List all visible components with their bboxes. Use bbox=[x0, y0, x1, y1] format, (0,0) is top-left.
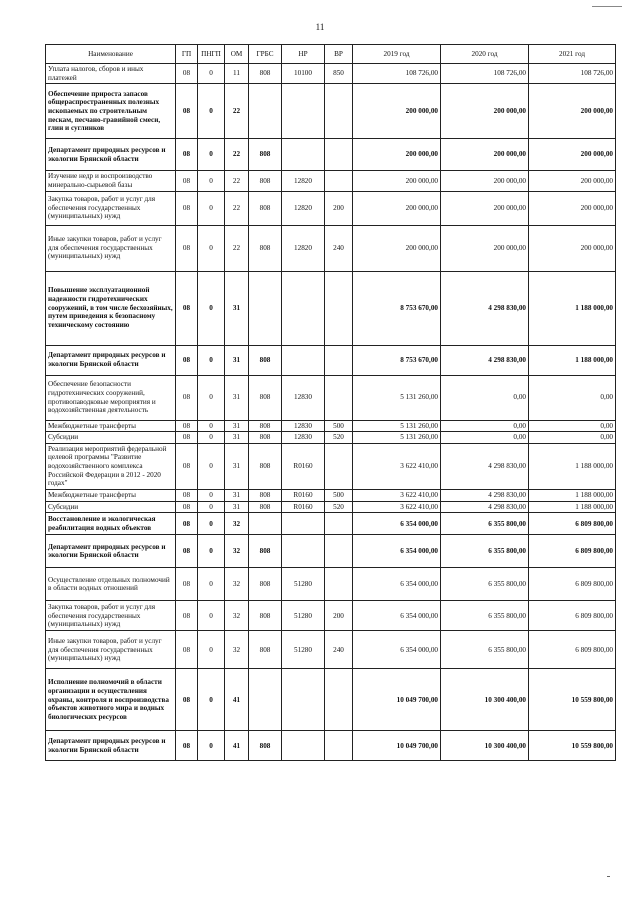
table-header-row bbox=[46, 45, 616, 64]
cell-gp: 08 bbox=[176, 631, 198, 669]
cell-y2021: 1 188 000,00 bbox=[529, 490, 616, 502]
cell-y2019: 5 131 260,00 bbox=[353, 420, 441, 432]
cell-om: 32 bbox=[225, 601, 249, 631]
cell-y2019: 3 622 410,00 bbox=[353, 443, 441, 489]
cell-vr bbox=[325, 513, 353, 535]
cell-y2020: 200 000,00 bbox=[441, 171, 529, 191]
cell-y2019: 6 354 000,00 bbox=[353, 535, 441, 568]
cell-nr: 12820 bbox=[282, 171, 325, 191]
cell-name: Департамент природных ресурсов и экологии Брянской области bbox=[46, 535, 176, 568]
cell-grbs: 808 bbox=[249, 64, 282, 84]
table-row bbox=[46, 631, 616, 669]
cell-pngp: 0 bbox=[198, 568, 225, 601]
table-row bbox=[46, 443, 616, 489]
cell-y2021: 108 726,00 bbox=[529, 64, 616, 84]
table-row bbox=[46, 345, 616, 375]
cell-om: 22 bbox=[225, 191, 249, 225]
cell-y2020: 6 355 800,00 bbox=[441, 568, 529, 601]
cell-nr bbox=[282, 669, 325, 731]
cell-nr: 51280 bbox=[282, 631, 325, 669]
cell-vr bbox=[325, 731, 353, 761]
cell-name: Иные закупки товаров, работ и услуг для обеспечения государственных (муниципальных) нужд bbox=[46, 225, 176, 271]
cell-y2020: 200 000,00 bbox=[441, 84, 529, 139]
table-row bbox=[46, 191, 616, 225]
table-row bbox=[46, 669, 616, 731]
header-nr: НР bbox=[282, 45, 325, 64]
cell-y2020: 6 355 800,00 bbox=[441, 631, 529, 669]
cell-y2019: 8 753 670,00 bbox=[353, 271, 441, 345]
cell-nr bbox=[282, 139, 325, 171]
cell-nr bbox=[282, 731, 325, 761]
cell-y2019: 6 354 000,00 bbox=[353, 513, 441, 535]
table-row bbox=[46, 731, 616, 761]
cell-name: Реализация мероприятий федеральной целевой программы "Развитие водохозяйственного комплекса Российской Федерации в 2012 - 2020 годах" bbox=[46, 443, 176, 489]
cell-om: 31 bbox=[225, 443, 249, 489]
cell-y2020: 6 355 800,00 bbox=[441, 513, 529, 535]
cell-y2019: 3 622 410,00 bbox=[353, 490, 441, 502]
cell-y2021: 6 809 800,00 bbox=[529, 601, 616, 631]
cell-vr: 240 bbox=[325, 631, 353, 669]
cell-pngp: 0 bbox=[198, 432, 225, 444]
cell-pngp: 0 bbox=[198, 669, 225, 731]
cell-y2020: 4 298 830,00 bbox=[441, 490, 529, 502]
cell-pngp: 0 bbox=[198, 271, 225, 345]
header-gp: ГП bbox=[176, 45, 198, 64]
cell-om: 32 bbox=[225, 513, 249, 535]
cell-grbs: 808 bbox=[249, 191, 282, 225]
cell-y2019: 10 049 700,00 bbox=[353, 731, 441, 761]
cell-vr bbox=[325, 345, 353, 375]
cell-gp: 08 bbox=[176, 64, 198, 84]
cell-om: 32 bbox=[225, 568, 249, 601]
cell-y2019: 200 000,00 bbox=[353, 225, 441, 271]
cell-y2019: 6 354 000,00 bbox=[353, 601, 441, 631]
cell-vr: 200 bbox=[325, 191, 353, 225]
cell-name: Межбюджетные трансферты bbox=[46, 420, 176, 432]
cell-grbs bbox=[249, 84, 282, 139]
cell-pngp: 0 bbox=[198, 490, 225, 502]
cell-grbs bbox=[249, 513, 282, 535]
cell-y2021: 10 559 800,00 bbox=[529, 731, 616, 761]
cell-vr bbox=[325, 568, 353, 601]
cell-grbs: 808 bbox=[249, 443, 282, 489]
scan-speck bbox=[607, 876, 610, 877]
header-grbs: ГРБС bbox=[249, 45, 282, 64]
cell-y2021: 6 809 800,00 bbox=[529, 535, 616, 568]
cell-y2019: 200 000,00 bbox=[353, 84, 441, 139]
cell-y2021: 200 000,00 bbox=[529, 84, 616, 139]
table-row bbox=[46, 171, 616, 191]
cell-grbs bbox=[249, 271, 282, 345]
cell-grbs: 808 bbox=[249, 731, 282, 761]
cell-nr: 51280 bbox=[282, 568, 325, 601]
cell-pngp: 0 bbox=[198, 84, 225, 139]
cell-name: Закупка товаров, работ и услуг для обеспечения государственных (муниципальных) нужд bbox=[46, 601, 176, 631]
cell-pngp: 0 bbox=[198, 191, 225, 225]
cell-grbs: 808 bbox=[249, 139, 282, 171]
cell-grbs bbox=[249, 669, 282, 731]
cell-y2019: 6 354 000,00 bbox=[353, 568, 441, 601]
cell-om: 31 bbox=[225, 501, 249, 513]
cell-y2020: 4 298 830,00 bbox=[441, 345, 529, 375]
table-row bbox=[46, 501, 616, 513]
table-row bbox=[46, 432, 616, 444]
cell-pngp: 0 bbox=[198, 601, 225, 631]
cell-gp: 08 bbox=[176, 490, 198, 502]
cell-name: Исполнение полномочий в области организации и осуществления охраны, контроля и воспроизводства объектов животного мира и водных биологических ресурсов bbox=[46, 669, 176, 731]
cell-name: Департамент природных ресурсов и экологии Брянской области bbox=[46, 345, 176, 375]
cell-y2020: 0,00 bbox=[441, 432, 529, 444]
cell-pngp: 0 bbox=[198, 535, 225, 568]
cell-grbs: 808 bbox=[249, 535, 282, 568]
cell-grbs: 808 bbox=[249, 568, 282, 601]
cell-y2021: 1 188 000,00 bbox=[529, 501, 616, 513]
cell-vr bbox=[325, 535, 353, 568]
cell-grbs: 808 bbox=[249, 601, 282, 631]
cell-vr bbox=[325, 139, 353, 171]
cell-om: 32 bbox=[225, 631, 249, 669]
cell-y2020: 4 298 830,00 bbox=[441, 443, 529, 489]
table-row bbox=[46, 420, 616, 432]
cell-y2021: 200 000,00 bbox=[529, 191, 616, 225]
table-row bbox=[46, 490, 616, 502]
cell-y2019: 5 131 260,00 bbox=[353, 432, 441, 444]
cell-y2020: 0,00 bbox=[441, 375, 529, 420]
cell-gp: 08 bbox=[176, 568, 198, 601]
cell-name: Восстановление и экологическая реабилитация водных объектов bbox=[46, 513, 176, 535]
cell-nr bbox=[282, 345, 325, 375]
cell-name: Субсидии bbox=[46, 432, 176, 444]
cell-vr: 500 bbox=[325, 420, 353, 432]
cell-gp: 08 bbox=[176, 171, 198, 191]
cell-name: Департамент природных ресурсов и экологии Брянской области bbox=[46, 139, 176, 171]
cell-vr: 500 bbox=[325, 490, 353, 502]
table-row bbox=[46, 271, 616, 345]
budget-table bbox=[45, 44, 616, 761]
cell-pngp: 0 bbox=[198, 225, 225, 271]
cell-pngp: 0 bbox=[198, 171, 225, 191]
cell-vr: 200 bbox=[325, 601, 353, 631]
cell-name: Субсидии bbox=[46, 501, 176, 513]
cell-y2020: 4 298 830,00 bbox=[441, 271, 529, 345]
cell-y2020: 6 355 800,00 bbox=[441, 535, 529, 568]
cell-y2021: 200 000,00 bbox=[529, 225, 616, 271]
cell-om: 41 bbox=[225, 669, 249, 731]
cell-gp: 08 bbox=[176, 443, 198, 489]
cell-y2020: 6 355 800,00 bbox=[441, 601, 529, 631]
cell-pngp: 0 bbox=[198, 501, 225, 513]
cell-name: Изучение недр и воспроизводство минерально-сырьевой базы bbox=[46, 171, 176, 191]
cell-vr bbox=[325, 171, 353, 191]
page-number: 11 bbox=[315, 22, 325, 32]
cell-gp: 08 bbox=[176, 432, 198, 444]
cell-pngp: 0 bbox=[198, 64, 225, 84]
cell-name: Департамент природных ресурсов и экологии Брянской области bbox=[46, 731, 176, 761]
cell-vr: 520 bbox=[325, 432, 353, 444]
cell-grbs: 808 bbox=[249, 171, 282, 191]
cell-vr: 240 bbox=[325, 225, 353, 271]
cell-om: 31 bbox=[225, 271, 249, 345]
cell-y2020: 200 000,00 bbox=[441, 139, 529, 171]
cell-name: Межбюджетные трансферты bbox=[46, 490, 176, 502]
cell-y2019: 200 000,00 bbox=[353, 191, 441, 225]
table-row bbox=[46, 225, 616, 271]
table-row bbox=[46, 601, 616, 631]
cell-name: Уплата налогов, сборов и иных платежей bbox=[46, 64, 176, 84]
cell-y2021: 6 809 800,00 bbox=[529, 631, 616, 669]
cell-gp: 08 bbox=[176, 535, 198, 568]
cell-gp: 08 bbox=[176, 601, 198, 631]
cell-grbs: 808 bbox=[249, 375, 282, 420]
cell-y2021: 1 188 000,00 bbox=[529, 443, 616, 489]
cell-om: 31 bbox=[225, 420, 249, 432]
cell-gp: 08 bbox=[176, 139, 198, 171]
cell-y2019: 3 622 410,00 bbox=[353, 501, 441, 513]
cell-pngp: 0 bbox=[198, 513, 225, 535]
cell-gp: 08 bbox=[176, 501, 198, 513]
cell-y2020: 200 000,00 bbox=[441, 191, 529, 225]
table-row bbox=[46, 64, 616, 84]
table-row bbox=[46, 84, 616, 139]
cell-vr bbox=[325, 669, 353, 731]
cell-grbs: 808 bbox=[249, 432, 282, 444]
cell-om: 31 bbox=[225, 432, 249, 444]
table-row bbox=[46, 513, 616, 535]
header-pngp: ПНГП bbox=[198, 45, 225, 64]
cell-nr: 12830 bbox=[282, 375, 325, 420]
header-om: ОМ bbox=[225, 45, 249, 64]
cell-pngp: 0 bbox=[198, 731, 225, 761]
cell-om: 31 bbox=[225, 345, 249, 375]
header-2021: 2021 год bbox=[529, 45, 616, 64]
cell-gp: 08 bbox=[176, 669, 198, 731]
header-2019: 2019 год bbox=[353, 45, 441, 64]
cell-nr: 10100 bbox=[282, 64, 325, 84]
cell-y2020: 0,00 bbox=[441, 420, 529, 432]
cell-nr: 12830 bbox=[282, 432, 325, 444]
cell-name: Повышение эксплуатационной надежности гидротехнических сооружений, в том числе бесхозяйных, путем приведения к безопасному техническому состоянию bbox=[46, 271, 176, 345]
table-row bbox=[46, 375, 616, 420]
cell-nr: 51280 bbox=[282, 601, 325, 631]
cell-y2021: 6 809 800,00 bbox=[529, 513, 616, 535]
cell-gp: 08 bbox=[176, 271, 198, 345]
cell-grbs: 808 bbox=[249, 501, 282, 513]
cell-y2019: 5 131 260,00 bbox=[353, 375, 441, 420]
cell-om: 22 bbox=[225, 84, 249, 139]
cell-vr bbox=[325, 443, 353, 489]
cell-om: 22 bbox=[225, 139, 249, 171]
cell-nr bbox=[282, 271, 325, 345]
cell-y2021: 1 188 000,00 bbox=[529, 271, 616, 345]
cell-nr: 12830 bbox=[282, 420, 325, 432]
cell-y2021: 200 000,00 bbox=[529, 171, 616, 191]
cell-grbs: 808 bbox=[249, 345, 282, 375]
cell-gp: 08 bbox=[176, 731, 198, 761]
cell-y2021: 0,00 bbox=[529, 375, 616, 420]
cell-grbs: 808 bbox=[249, 225, 282, 271]
cell-vr: 520 bbox=[325, 501, 353, 513]
cell-y2020: 200 000,00 bbox=[441, 225, 529, 271]
cell-y2020: 4 298 830,00 bbox=[441, 501, 529, 513]
cell-vr bbox=[325, 84, 353, 139]
header-vr: ВР bbox=[325, 45, 353, 64]
cell-y2020: 10 300 400,00 bbox=[441, 731, 529, 761]
cell-pngp: 0 bbox=[198, 345, 225, 375]
cell-om: 31 bbox=[225, 375, 249, 420]
cell-gp: 08 bbox=[176, 513, 198, 535]
cell-gp: 08 bbox=[176, 191, 198, 225]
cell-vr: 850 bbox=[325, 64, 353, 84]
cell-y2019: 200 000,00 bbox=[353, 171, 441, 191]
cell-gp: 08 bbox=[176, 225, 198, 271]
cell-om: 11 bbox=[225, 64, 249, 84]
table-body bbox=[46, 64, 616, 761]
cell-name: Осуществление отдельных полномочий в области водных отношений bbox=[46, 568, 176, 601]
cell-pngp: 0 bbox=[198, 139, 225, 171]
cell-y2019: 10 049 700,00 bbox=[353, 669, 441, 731]
cell-vr bbox=[325, 271, 353, 345]
table-row bbox=[46, 139, 616, 171]
cell-nr: 12820 bbox=[282, 191, 325, 225]
cell-nr bbox=[282, 535, 325, 568]
table-row bbox=[46, 535, 616, 568]
cell-name: Обеспечение прироста запасов общераспространенных полезных ископаемых по строительным пескам, песчано-гравийной смеси, глин и суглинков bbox=[46, 84, 176, 139]
cell-y2021: 10 559 800,00 bbox=[529, 669, 616, 731]
cell-nr: 12820 bbox=[282, 225, 325, 271]
cell-name: Иные закупки товаров, работ и услуг для обеспечения государственных (муниципальных) нужд bbox=[46, 631, 176, 669]
cell-y2021: 0,00 bbox=[529, 420, 616, 432]
cell-y2021: 0,00 bbox=[529, 432, 616, 444]
cell-gp: 08 bbox=[176, 420, 198, 432]
cell-pngp: 0 bbox=[198, 631, 225, 669]
cell-gp: 08 bbox=[176, 345, 198, 375]
cell-y2021: 6 809 800,00 bbox=[529, 568, 616, 601]
cell-grbs: 808 bbox=[249, 490, 282, 502]
cell-om: 22 bbox=[225, 171, 249, 191]
cell-om: 22 bbox=[225, 225, 249, 271]
cell-y2021: 1 188 000,00 bbox=[529, 345, 616, 375]
cell-name: Обеспечение безопасности гидротехнических сооружений, противопаводковые мероприятия и водохозяйственная деятельность bbox=[46, 375, 176, 420]
cell-gp: 08 bbox=[176, 375, 198, 420]
cell-y2019: 6 354 000,00 bbox=[353, 631, 441, 669]
cell-nr: R0160 bbox=[282, 490, 325, 502]
cell-y2020: 10 300 400,00 bbox=[441, 669, 529, 731]
table-row bbox=[46, 568, 616, 601]
cell-name: Закупка товаров, работ и услуг для обеспечения государственных (муниципальных) нужд bbox=[46, 191, 176, 225]
cell-pngp: 0 bbox=[198, 420, 225, 432]
cell-y2019: 200 000,00 bbox=[353, 139, 441, 171]
cell-y2021: 200 000,00 bbox=[529, 139, 616, 171]
cell-nr bbox=[282, 84, 325, 139]
header-2020: 2020 год bbox=[441, 45, 529, 64]
header-name: Наименование bbox=[46, 45, 176, 64]
cell-y2019: 8 753 670,00 bbox=[353, 345, 441, 375]
pen-mark bbox=[592, 6, 622, 7]
cell-om: 32 bbox=[225, 535, 249, 568]
cell-nr: R0160 bbox=[282, 501, 325, 513]
cell-y2020: 108 726,00 bbox=[441, 64, 529, 84]
cell-gp: 08 bbox=[176, 84, 198, 139]
cell-nr: R0160 bbox=[282, 443, 325, 489]
cell-y2019: 108 726,00 bbox=[353, 64, 441, 84]
cell-om: 31 bbox=[225, 490, 249, 502]
cell-pngp: 0 bbox=[198, 375, 225, 420]
cell-grbs: 808 bbox=[249, 631, 282, 669]
cell-nr bbox=[282, 513, 325, 535]
cell-pngp: 0 bbox=[198, 443, 225, 489]
cell-vr bbox=[325, 375, 353, 420]
cell-om: 41 bbox=[225, 731, 249, 761]
cell-grbs: 808 bbox=[249, 420, 282, 432]
